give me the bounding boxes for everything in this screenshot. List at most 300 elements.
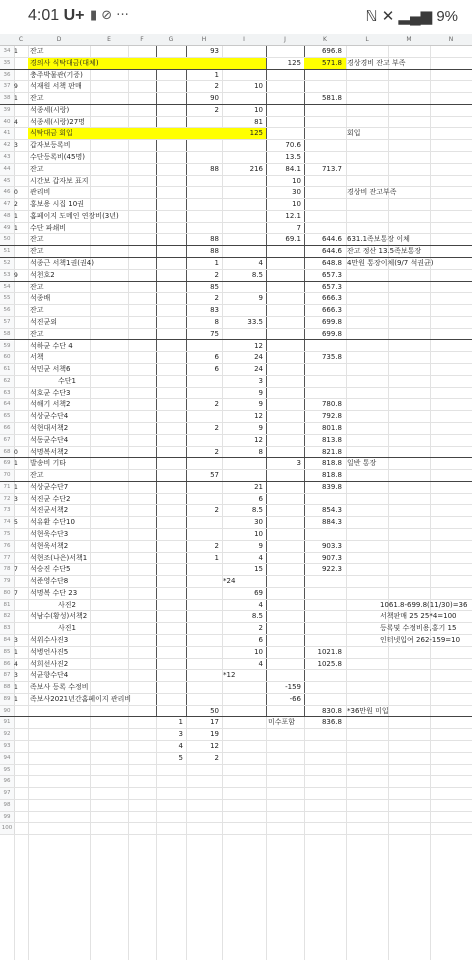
sheet-row[interactable] [0,800,472,812]
cell-i[interactable]: 8.5 [251,612,263,621]
cell-description[interactable]: 발송비 기타 [30,459,67,468]
cell-description[interactable]: 수단1 [58,376,76,385]
cell-l[interactable]: 회입 [347,129,361,138]
row-number[interactable]: 79 [0,576,15,587]
cell-description[interactable]: 석민균 서책6 [30,365,71,374]
cell-description[interactable]: 석병언사진5 [30,647,69,656]
sheet-row[interactable] [0,223,472,235]
cell-h[interactable]: 2 [214,423,219,432]
sheet-row[interactable] [0,105,472,117]
cell-j[interactable]: 69.1 [285,235,301,244]
cell-i[interactable]: 8.5 [251,270,263,279]
sheet-row[interactable] [0,305,472,317]
cell-m[interactable]: 등록및 수정비용,홍기 15 [380,624,457,633]
cell-i[interactable]: 4 [258,553,263,562]
cell-description[interactable]: 사진2 [58,600,76,609]
sheet-row[interactable] [0,482,472,494]
cell-h[interactable]: 2 [214,506,219,515]
sheet-row[interactable] [0,258,472,270]
row-number[interactable]: 48 [0,211,15,222]
row-number[interactable]: 47 [0,199,15,210]
row-number[interactable]: 92 [0,729,15,740]
cell-description[interactable]: 잔고 [30,247,44,256]
sheet-row[interactable] [0,46,472,58]
cell-description[interactable]: 족보사2021년간홈페이지 관리비 [30,694,132,703]
cell-description[interactable]: 홈페이지 도메인 연장비(3년) [30,211,119,220]
cell-j[interactable]: -66 [289,694,301,703]
cell-description[interactable]: 석명복 수단 23 [30,588,78,597]
cell-g[interactable]: 3 [178,730,183,739]
cell-k[interactable]: 792.8 [321,412,342,421]
cell-h[interactable]: 75 [210,329,219,338]
column-header-n[interactable]: N [448,36,454,43]
cell-description[interactable]: 석현욱서책2 [30,541,69,550]
cell-description[interactable]: 석종배 [30,294,51,303]
sheet-row[interactable] [0,164,472,176]
row-number[interactable]: 42 [0,140,15,151]
row-number[interactable]: 74 [0,517,15,528]
column-header-j[interactable]: J [284,36,286,43]
row-number[interactable]: 59 [0,341,15,352]
row-number[interactable]: 54 [0,282,15,293]
cell-i[interactable]: 4 [258,600,263,609]
row-number[interactable]: 75 [0,529,15,540]
cell-l[interactable]: 일반 통장 [347,459,377,468]
cell-description[interactable]: 식탁대금 회입 [30,129,73,138]
sheet-row[interactable] [0,140,472,152]
sheet-row[interactable] [0,376,472,388]
cell-description[interactable]: 잔고 [30,235,44,244]
cell-i[interactable]: 10 [254,105,263,114]
sheet-row[interactable] [0,317,472,329]
cell-i[interactable]: 69 [254,588,263,597]
sheet-row[interactable] [0,623,472,635]
cell-description[interactable]: 석종근 서책1권(권4) [30,259,94,268]
cell-description[interactable]: 관리비 [30,188,51,197]
sheet-row[interactable] [0,529,472,541]
cell-description[interactable]: 석명복서책2 [30,447,69,456]
cell-description[interactable]: 잔고 [30,47,44,55]
row-number[interactable]: 56 [0,305,15,316]
cell-description[interactable]: 석준영수단8 [30,577,69,586]
cell-i[interactable]: 12 [254,435,263,444]
cell-k[interactable]: 644.6 [321,247,342,256]
row-number[interactable]: 66 [0,423,15,434]
cell-description[interactable]: 석현대서책2 [30,423,69,432]
cell-description[interactable]: 석진균외 [30,317,58,326]
row-number[interactable]: 90 [0,706,15,717]
row-number[interactable]: 99 [0,812,15,823]
row-number[interactable]: 57 [0,317,15,328]
cell-h[interactable]: 1 [214,553,219,562]
cell-i[interactable]: 3 [258,376,263,385]
cell-j[interactable]: 7 [296,223,301,232]
sheet-row[interactable] [0,741,472,753]
row-number[interactable]: 80 [0,588,15,599]
row-number[interactable]: 78 [0,564,15,575]
cell-description[interactable]: 석하균 수단 4 [30,341,73,350]
row-number[interactable]: 96 [0,776,15,787]
cell-k[interactable]: 836.8 [321,718,342,727]
row-number[interactable]: 62 [0,376,15,387]
sheet-row[interactable] [0,329,472,341]
cell-k[interactable]: 818.8 [321,471,342,480]
cell-g[interactable]: 5 [178,753,183,762]
cell-k[interactable]: 696.8 [321,47,342,55]
row-number[interactable]: 91 [0,717,15,728]
sheet-row[interactable] [0,717,472,729]
cell-j[interactable]: 84.1 [285,164,301,173]
cell-h[interactable]: 2 [214,753,219,762]
cell-i[interactable]: 12 [254,412,263,421]
row-number[interactable]: 67 [0,435,15,446]
row-number[interactable]: 69 [0,458,15,469]
cell-description[interactable]: 잔고 [30,164,44,173]
sheet-row[interactable] [0,128,472,140]
cell-description[interactable]: 석호균 수단3 [30,388,71,397]
sheet-row[interactable] [0,293,472,305]
cell-k[interactable]: 699.8 [321,329,342,338]
sheet-row[interactable] [0,517,472,529]
sheet-row[interactable] [0,187,472,199]
cell-description[interactable]: 잔고 [30,329,44,338]
cell-k[interactable]: 854.3 [321,506,342,515]
cell-j[interactable]: 3 [296,459,301,468]
column-header-g[interactable]: G [168,36,174,43]
cell-l[interactable]: 경상비 잔고부족 [347,188,397,197]
cell-h[interactable]: 85 [210,282,219,291]
column-header-i[interactable]: I [243,36,245,43]
row-number[interactable]: 65 [0,411,15,422]
cell-description[interactable]: 서책 [30,353,44,362]
cell-j[interactable]: 13.5 [285,153,301,162]
sheet-row[interactable] [0,411,472,423]
cell-i[interactable]: 6 [258,636,263,644]
cell-description[interactable]: 수단등록비(45명) [30,153,85,162]
row-number[interactable]: 38 [0,93,15,104]
sheet-row[interactable] [0,388,472,400]
sheet-row[interactable] [0,553,472,565]
row-number[interactable]: 58 [0,329,15,340]
cell-description[interactable]: 경의사 식탁대금(대체) [30,58,99,67]
cell-description[interactable]: 잔고 [30,471,44,480]
column-header-h[interactable]: H [201,36,207,43]
cell-i[interactable]: 8.5 [251,506,263,515]
cell-h[interactable]: 12 [210,742,219,751]
cell-description[interactable]: 잔고 [30,306,44,315]
row-number[interactable]: 72 [0,494,15,505]
sheet-row[interactable] [0,812,472,824]
row-number[interactable]: 41 [0,128,15,139]
cell-k[interactable]: 903.3 [321,541,342,550]
cell-j[interactable]: 30 [292,188,301,197]
row-number[interactable]: 85 [0,647,15,658]
row-number[interactable]: 37 [0,81,15,92]
row-number[interactable]: 71 [0,482,15,493]
cell-k[interactable]: 780.8 [321,400,342,409]
cell-h[interactable]: 1 [214,70,219,79]
sheet-row[interactable] [0,588,472,600]
cell-k[interactable]: 735.8 [321,353,342,362]
sheet-row[interactable] [0,70,472,82]
cell-m[interactable]: 서책판매 25 25*4=100 [380,612,457,621]
sheet-row[interactable] [0,117,472,129]
cell-i[interactable]: 125 [249,129,263,138]
row-number[interactable]: 51 [0,246,15,257]
sheet-row[interactable] [0,423,472,435]
cell-k[interactable]: 1021.8 [317,647,342,656]
cell-description[interactable]: 석균향수단4 [30,671,69,680]
row-number[interactable]: 73 [0,505,15,516]
cell-h[interactable]: 8 [214,317,219,326]
cell-description[interactable]: 석재원 서책 판매 [30,82,82,91]
sheet-row[interactable] [0,600,472,612]
sheet-row[interactable] [0,435,472,447]
cell-description[interactable]: 수단 파쇄비 [30,223,67,232]
cell-j[interactable]: 70.6 [285,141,301,150]
cell-k[interactable]: 907.3 [321,553,342,562]
cell-description[interactable]: 석천호2 [30,270,55,279]
row-number[interactable]: 100 [0,823,15,834]
cell-description[interactable]: 석남수(황성)서책2 [30,612,88,621]
row-number[interactable]: 98 [0,800,15,811]
sheet-row[interactable] [0,399,472,411]
cell-description[interactable]: 시간보 갑자보 표지 [30,176,89,185]
cell-h[interactable]: 2 [214,447,219,456]
row-number[interactable]: 97 [0,788,15,799]
cell-j[interactable]: 미수포함 [268,718,296,727]
sheet-row[interactable] [0,753,472,765]
sheet-row[interactable] [0,341,472,353]
column-header-m[interactable]: M [406,36,412,43]
sheet-row[interactable] [0,659,472,671]
cell-description[interactable]: 석승진 수단5 [30,565,71,574]
row-number[interactable]: 45 [0,176,15,187]
cell-h[interactable]: 88 [210,247,219,256]
sheet-row[interactable] [0,447,472,459]
cell-i[interactable]: 216 [249,164,263,173]
cell-i[interactable]: 24 [254,353,263,362]
cell-i[interactable]: 15 [254,565,263,574]
cell-j[interactable]: 12.1 [285,211,301,220]
cell-i[interactable]: 21 [254,482,263,491]
cell-h[interactable]: 2 [214,82,219,91]
cell-k[interactable]: 666.3 [321,306,342,315]
cell-k[interactable]: 801.8 [321,423,342,432]
cell-description[interactable]: 석상균수단4 [30,412,69,421]
cell-h[interactable]: 1 [214,259,219,268]
sheet-row[interactable] [0,282,472,294]
cell-k[interactable]: 666.3 [321,294,342,303]
cell-i[interactable]: 4 [258,659,263,668]
sheet-row[interactable] [0,246,472,258]
sheet-row[interactable] [0,729,472,741]
cell-description[interactable]: 석해기 서책2 [30,400,71,409]
cell-description[interactable]: 사진1 [58,624,76,633]
cell-i[interactable]: 10 [254,647,263,656]
sheet-row[interactable] [0,647,472,659]
row-number[interactable]: 81 [0,600,15,611]
cell-l[interactable]: 잔고 정산 13.5족보통장 [347,247,422,256]
sheet-row[interactable] [0,81,472,93]
column-header-l[interactable]: L [365,36,369,43]
sheet-row[interactable] [0,470,472,482]
cell-description[interactable]: 석종세(시랑)27명 [30,117,85,126]
cell-description[interactable]: 석종세(시랑) [30,105,70,114]
row-number[interactable]: 61 [0,364,15,375]
sheet-row[interactable] [0,234,472,246]
cell-k[interactable]: 813.8 [321,435,342,444]
cell-i[interactable]: 30 [254,518,263,527]
cell-description[interactable]: 잔고 [30,94,44,103]
cell-h[interactable]: 2 [214,400,219,409]
column-header-c[interactable]: C [18,36,24,43]
spreadsheet[interactable] [0,34,472,960]
cell-k[interactable]: 821.8 [321,447,342,456]
cell-k[interactable]: 699.8 [321,317,342,326]
cell-h[interactable]: 93 [210,47,219,55]
cell-j[interactable]: 10 [292,200,301,209]
cell-description[interactable]: 석유환 수단10 [30,518,75,527]
cell-i[interactable]: 24 [254,365,263,374]
cell-l[interactable]: *36만원 미입 [347,706,389,715]
cell-k[interactable]: 830.8 [321,706,342,715]
sheet-row[interactable] [0,788,472,800]
cell-h[interactable]: 2 [214,105,219,114]
cell-i[interactable]: 9 [258,388,263,397]
cell-i[interactable]: 33.5 [247,317,263,326]
cell-i[interactable]: 12 [254,341,263,350]
cell-h[interactable]: 88 [210,235,219,244]
row-number[interactable]: 52 [0,258,15,269]
sheet-row[interactable] [0,694,472,706]
cell-i[interactable]: 8 [258,447,263,456]
cell-k[interactable]: 839.8 [321,482,342,491]
row-number[interactable]: 40 [0,117,15,128]
row-number[interactable]: 50 [0,234,15,245]
row-number[interactable]: 36 [0,70,15,81]
sheet-row[interactable] [0,576,472,588]
sheet-row[interactable] [0,211,472,223]
sheet-row[interactable] [0,58,472,70]
row-number[interactable]: 55 [0,293,15,304]
row-number[interactable]: 35 [0,58,15,69]
cell-description[interactable]: 석상균수단7 [30,482,69,491]
cell-g[interactable]: 4 [178,742,183,751]
cell-i[interactable]: 9 [258,423,263,432]
cell-description[interactable]: 석위수사진3 [30,636,69,644]
cell-h[interactable]: 90 [210,94,219,103]
cell-i[interactable]: 9 [258,541,263,550]
sheet-row[interactable] [0,270,472,282]
row-number[interactable]: 60 [0,352,15,363]
column-header-f[interactable]: F [140,36,144,43]
row-number[interactable]: 34 [0,46,15,57]
cell-l[interactable]: 631.1족보통장 이체 [347,235,410,244]
sheet-row[interactable] [0,670,472,682]
row-number[interactable]: 86 [0,659,15,670]
cell-k[interactable]: 581.8 [321,94,342,103]
cell-k[interactable]: 648.8 [321,259,342,268]
cell-m[interactable]: 인터넷입여 262-159=10 [380,636,461,644]
cell-description[interactable]: 족보사 등록 수정비 [30,683,89,692]
row-number[interactable]: 64 [0,399,15,410]
cell-description[interactable]: 석동균수단4 [30,435,69,444]
row-number[interactable]: 76 [0,541,15,552]
sheet-row[interactable] [0,611,472,623]
cell-description[interactable]: 석진균 수단2 [30,494,71,503]
cell-i[interactable]: 10 [254,82,263,91]
cell-description[interactable]: 충주박물관(기증) [30,70,83,79]
cell-j[interactable]: 10 [292,176,301,185]
sheet-row[interactable] [0,176,472,188]
cell-k[interactable]: 657.3 [321,282,342,291]
cell-k[interactable]: 922.3 [321,565,342,574]
cell-j[interactable]: -159 [285,683,301,692]
cell-description[interactable]: 석진균서책2 [30,506,69,515]
row-number[interactable]: 63 [0,388,15,399]
cell-h[interactable]: 6 [214,365,219,374]
sheet-row[interactable] [0,541,472,553]
sheet-row[interactable] [0,364,472,376]
sheet-row[interactable] [0,706,472,718]
row-number[interactable]: 43 [0,152,15,163]
cell-j[interactable]: 125 [287,58,301,67]
row-number[interactable]: 70 [0,470,15,481]
cell-i[interactable]: 2 [258,624,263,633]
sheet-row[interactable] [0,494,472,506]
cell-description[interactable]: 석현욱수단3 [30,529,69,538]
cell-k[interactable]: 884.3 [321,518,342,527]
cell-h[interactable]: 50 [210,706,219,715]
sheet-row[interactable] [0,823,472,835]
sheet-row[interactable] [0,352,472,364]
cell-description[interactable]: 갑자보등록비 [30,141,71,150]
sheet-row[interactable] [0,564,472,576]
row-number[interactable]: 93 [0,741,15,752]
cell-i[interactable]: 9 [258,294,263,303]
cell-i[interactable]: 9 [258,400,263,409]
cell-h[interactable]: 2 [214,294,219,303]
row-number[interactable]: 44 [0,164,15,175]
row-number[interactable]: 82 [0,611,15,622]
column-header-e[interactable]: E [107,36,111,43]
row-number[interactable]: 94 [0,753,15,764]
cell-h[interactable]: 83 [210,306,219,315]
row-number[interactable]: 46 [0,187,15,198]
sheet-row[interactable] [0,505,472,517]
cell-k[interactable]: 571.8 [321,58,342,67]
sheet-row[interactable] [0,458,472,470]
row-number[interactable]: 77 [0,553,15,564]
cell-description[interactable]: 잔고 [30,282,44,291]
cell-h[interactable]: 6 [214,353,219,362]
sheet-row[interactable] [0,635,472,647]
column-header-k[interactable]: K [323,36,327,43]
sheet-row[interactable] [0,682,472,694]
cell-i[interactable]: *24 [223,577,236,586]
cell-i[interactable]: 10 [254,529,263,538]
cell-m[interactable]: 1061.8-699.8(11/30)=36 [380,600,468,609]
column-header-d[interactable]: D [56,36,62,43]
cell-k[interactable]: 818.8 [321,459,342,468]
row-number[interactable]: 84 [0,635,15,646]
cell-h[interactable]: 57 [210,471,219,480]
cell-h[interactable]: 2 [214,270,219,279]
cell-i[interactable]: 4 [258,259,263,268]
cell-l[interactable]: 4만원 통장이체(9/7 석권균) [347,259,434,268]
cell-description[interactable]: 석현조(나은)서책1 [30,553,88,562]
